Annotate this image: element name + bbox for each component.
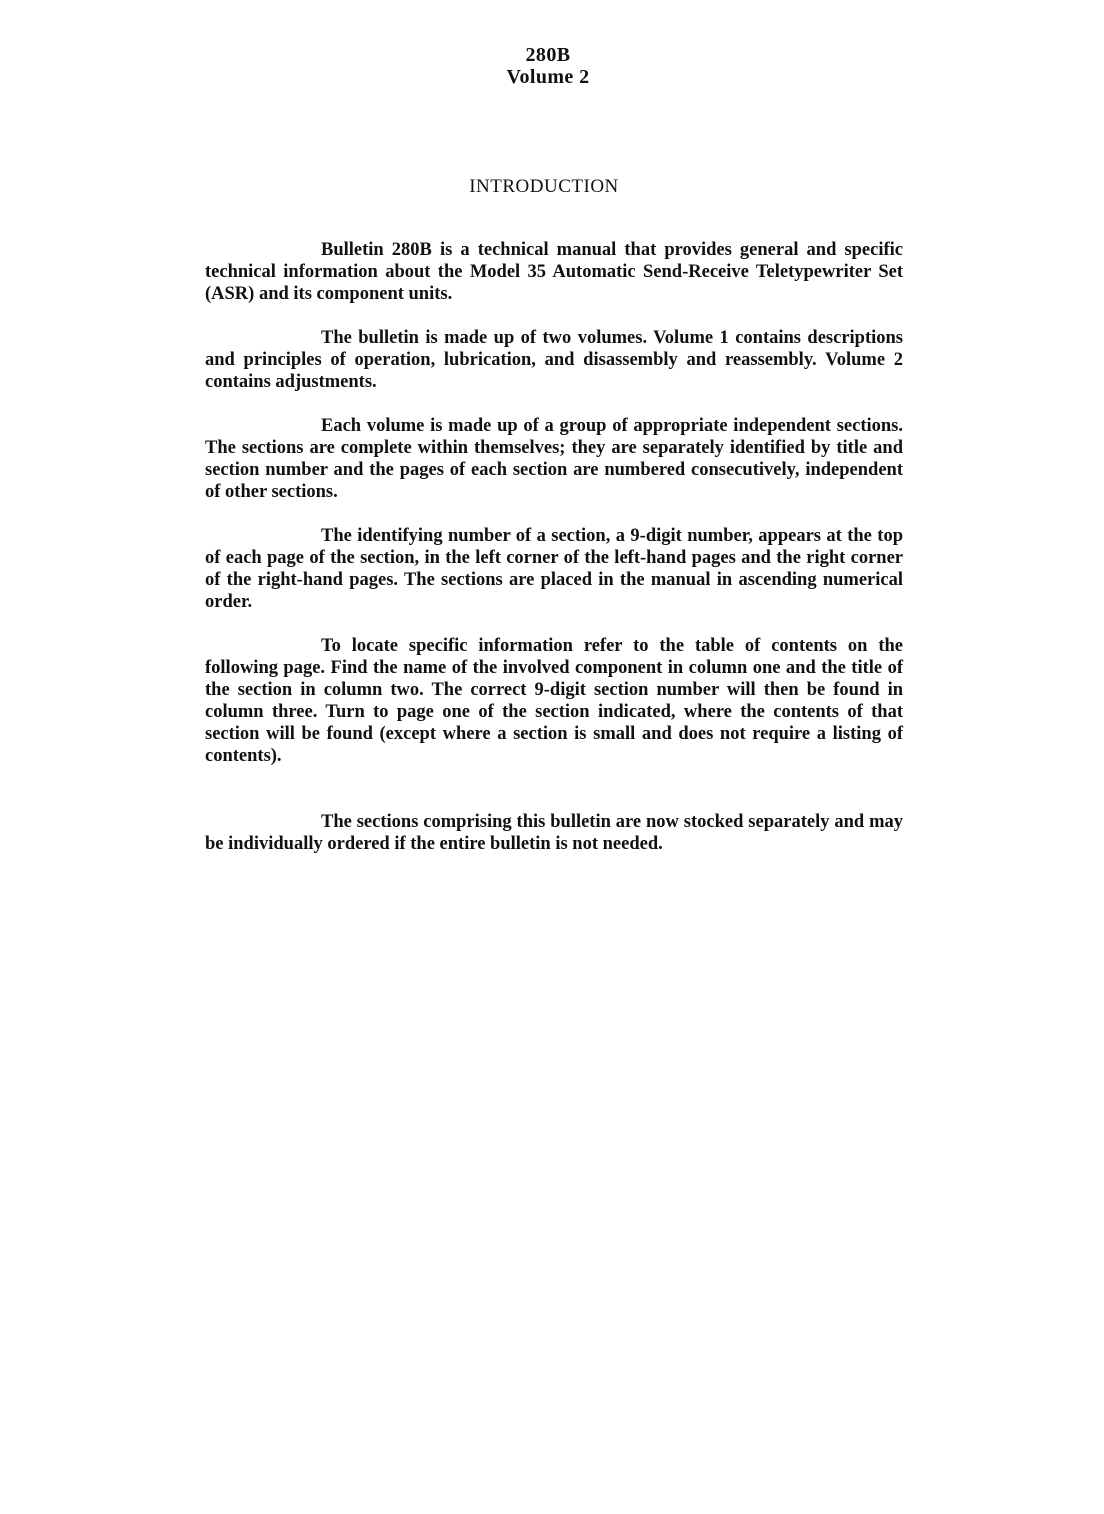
paragraph-bulletin-overview: Bulletin 280B is a technical manual that provides general and specific technical information about the Model 35 Automatic Send-Receive Teletypewriter Set (ASR) and its component units. xyxy=(205,240,903,304)
section-title: INTRODUCTION xyxy=(469,176,619,197)
volume-label: Volume 2 xyxy=(506,66,590,88)
paragraph-ordering: The sections comprising this bulletin are now stocked separately and may be individually ordered if the entire bulletin is not needed. xyxy=(205,812,903,854)
paragraph-section-number: The identifying number of a section, a 9-digit number, appears at the top of each page of the section, in the left corner of the left-hand pages and the right corner of the right-hand pages. The sections are placed in the manual in ascending numerical order. xyxy=(205,526,903,612)
paragraph-locate-information: To locate specific information refer to the table of contents on the following page. Find the name of the involved component in column one and the title of the section in column two. The correct 9-digit section number will then be found in column three. Turn to page one of the section indicated, where the contents of that section will be found (except where a section is small and does not require a listing of contents). xyxy=(205,636,903,766)
page-header xyxy=(0,44,1100,88)
paragraph-sections: Each volume is made up of a group of appropriate independent sections. The sections are complete within themselves; they are separately identified by title and section number and the pages of each section are numbered consecutively, independent of other sections. xyxy=(205,416,903,502)
paragraph-volumes: The bulletin is made up of two volumes. Volume 1 contains descriptions and principles of operation, lubrication, and disassembly and reassembly. Volume 2 contains adjustments. xyxy=(205,328,903,392)
bulletin-number: 280B xyxy=(525,44,571,66)
body-text xyxy=(205,239,903,855)
